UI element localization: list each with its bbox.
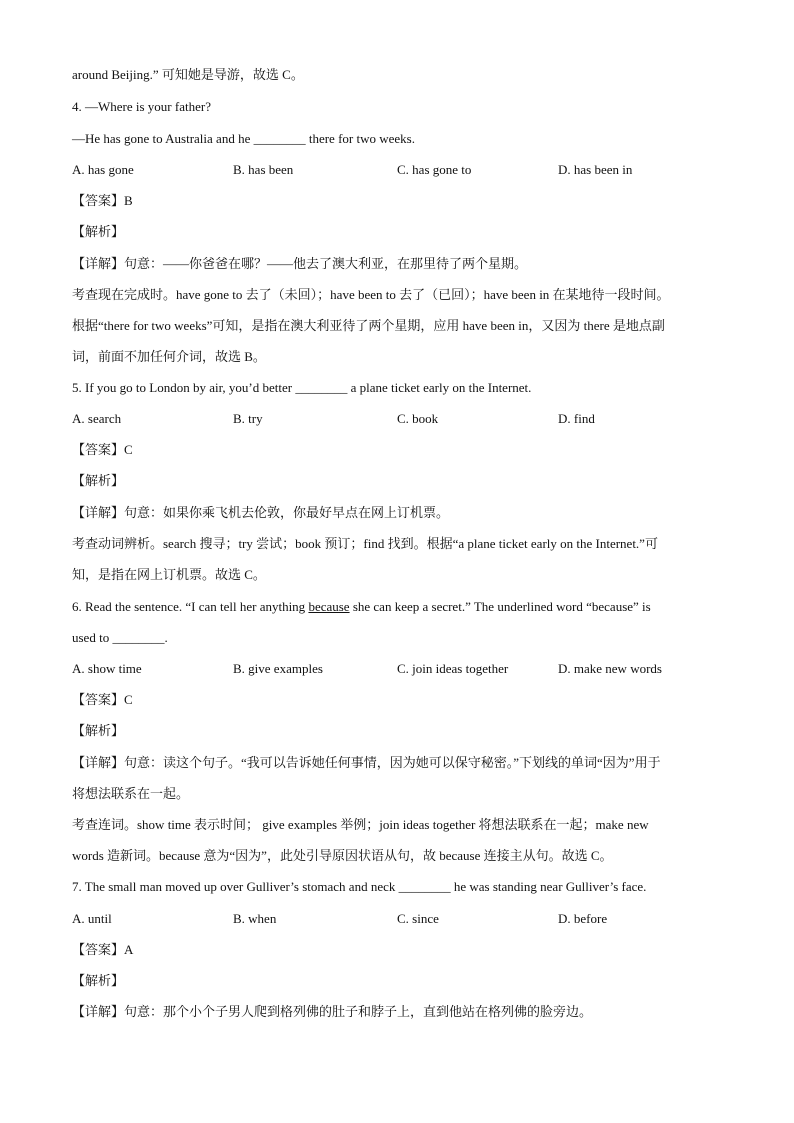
answer-option: D. find — [558, 411, 595, 426]
text-line: 4. —Where is your father? — [72, 99, 211, 114]
answer-option: C. has gone to — [397, 162, 472, 177]
text-line: —He has gone to Australia and he ________ there for two weeks. — [72, 131, 415, 146]
text-line: 【答案】B — [72, 193, 133, 208]
answer-option: A. search — [72, 411, 122, 426]
text-line: 【答案】A — [72, 942, 134, 957]
answer-option: B. has been — [233, 162, 294, 177]
answer-option: C. since — [397, 911, 439, 926]
stem-text: 6. Read the sentence. “I can tell her anything — [72, 599, 309, 614]
answer-option: A. show time — [72, 661, 142, 676]
text-line: 将想法联系在一起。 — [72, 786, 190, 801]
text-line: 【详解】句意：——你爸爸在哪？——他去了澳大利亚，在那里待了两个星期。 — [72, 256, 528, 271]
text-line: 考查现在完成时。have gone to 去了（未回）；have been to 去了（已回）；have been in 在某地待一段时间。 — [72, 287, 670, 302]
answer-option: C. book — [397, 411, 439, 426]
answer-options-row — [0, 411, 794, 427]
text-line: 【详解】句意：读这个句子。“我可以告诉她任何事情，因为她可以保守秘密。”下划线的单词“因为”用于 — [72, 755, 661, 770]
question-6-stem — [72, 599, 732, 615]
text-line: 知，是指在网上订机票。故选 C。 — [72, 567, 266, 582]
text-line: 【答案】C — [72, 442, 133, 457]
text-line: 考查动词辨析。search 搜寻；try 尝试；book 预订；find 找到。根据“a plane ticket early on the Internet.”可 — [72, 536, 658, 551]
answer-options-row — [0, 911, 794, 927]
answer-options-row — [0, 162, 794, 178]
text-line: 【解析】 — [72, 224, 125, 239]
answer-option: A. has gone — [72, 162, 134, 177]
answer-option: B. give examples — [233, 661, 323, 676]
answer-option: D. before — [558, 911, 608, 926]
text-line: 【详解】句意：如果你乘飞机去伦敦，你最好早点在网上订机票。 — [72, 505, 450, 520]
text-line: words 造新词。because 意为“因为”，此处引导原因状语从句，故 because 连接主从句。故选 C。 — [72, 848, 613, 863]
underlined-word: because — [308, 599, 350, 614]
answer-option: B. when — [233, 911, 277, 926]
answer-option: D. has been in — [558, 162, 633, 177]
answer-option: B. try — [233, 411, 263, 426]
text-line: around Beijing.” 可知她是导游，故选 C。 — [72, 67, 304, 82]
stem-text: she can keep a secret.” The underlined word “because” is — [349, 599, 651, 614]
text-line: 【解析】 — [72, 473, 125, 488]
text-line: 7. The small man moved up over Gulliver’s stomach and neck ________ he was standing near Gulliver’s face. — [72, 879, 647, 894]
text-line: 【解析】 — [72, 973, 125, 988]
text-line: 【解析】 — [72, 723, 125, 738]
answer-option: A. until — [72, 911, 112, 926]
text-line: 【详解】句意：那个小个子男人爬到格列佛的肚子和脖子上，直到他站在格列佛的脸旁边。 — [72, 1004, 593, 1019]
text-line: 【答案】C — [72, 692, 133, 707]
text-line: 考查连词。show time 表示时间； give examples 举例；join ideas together 将想法联系在一起；make new — [72, 817, 649, 832]
text-line: 5. If you go to London by air, you’d better ________ a plane ticket early on the Internet. — [72, 380, 532, 395]
text-line: used to ________. — [72, 630, 168, 645]
answer-option: D. make new words — [558, 661, 662, 676]
text-line: 词，前面不加任何介词，故选 B。 — [72, 349, 266, 364]
answer-option: C. join ideas together — [397, 661, 509, 676]
answer-options-row — [0, 661, 794, 677]
text-line: 根据“there for two weeks”可知，是指在澳大利亚待了两个星期，应用 have been in，又因为 there 是地点副 — [72, 318, 665, 333]
